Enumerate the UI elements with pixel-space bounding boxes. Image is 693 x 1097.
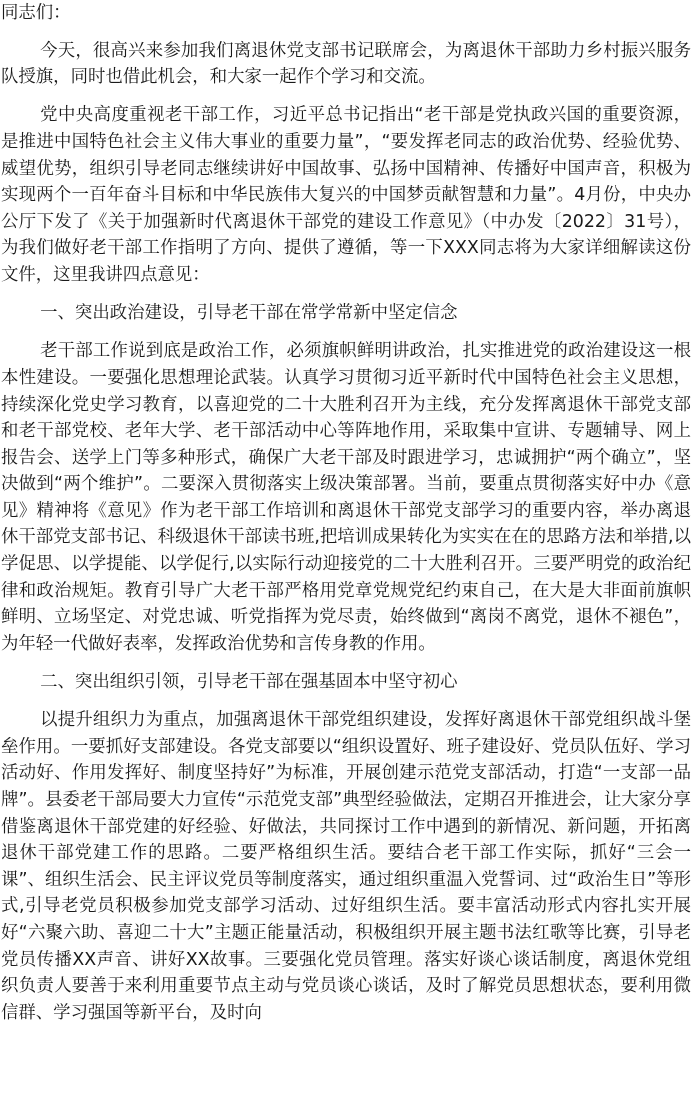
salutation: 同志们： — [1, 3, 71, 23]
section-heading-organization: 二、突出组织引领，引导老干部在强基固本中坚守初心 — [40, 672, 458, 693]
paragraph-background: 党中央高度重视老干部工作，习近平总书记指出“老干部是党执政兴国的重要资源，是推进中国特色社会主义伟大事业的重要力量”，“要发挥老同志的政治优势、经验优势、威望优势，组织引导老同志继续讲好中国故事、弘扬中国精神、传播好中国声音，积极为实现两个一百年奋斗目标和中华民族伟大复兴的中国梦贡献智慧和力量”。4月份，中央办公厅下发了《关于加强新时代离退休干部党的建设工作意见》（中办发〔2022〕31号），为我们做好老干部工作指明了方向、提供了遵循，等一下XXX同志将为大家详细解读这份文件，这里我讲四点意见： — [1, 105, 691, 285]
section-heading-political: 一、突出政治建设，引导老干部在常学常新中坚定信念 — [40, 303, 458, 324]
paragraph-intro: 今天，很高兴来参加我们离退休党支部书记联席会，为离退休干部助力乡村振兴服务队授旗，同时也借此机会，和大家一起作个学习和交流。 — [1, 40, 691, 88]
paragraph-political: 老干部工作说到底是政治工作，必须旗帜鲜明讲政治，扎实推进党的政治建设这一根本性建设。一要强化思想理论武装。认真学习贯彻习近平新时代中国特色社会主义思想，持续深化党史学习教育，以喜迎党的二十大胜利召开为主线，充分发挥离退休干部党支部和老干部党校、老年大学、老干部活动中心等阵地作用，采取集中宣讲、专题辅导、网上报告会、送学上门等多种形式，确保广大老干部及时跟进学习，忠诚拥护“两个确立”，坚决做到“两个维护”。二要深入贯彻落实上级决策部署。当前，要重点贯彻落实好中办《意见》精神将《意见》作为老干部工作培训和离退休干部党支部学习的重要内容，举办离退休干部党支部书记、科级退休干部读书班,把培训成果转化为实实在在的思路方法和举措,以学促思、以学提能、以学促行,以实际行动迎接党的二十大胜利召开。三要严明党的政治纪律和政治规矩。教育引导广大老干部严格用党章党规党纪约束自己，在大是大非面前旗帜鲜明、立场坚定、对党忠诚、听党指挥为党尽责，始终做到“离岗不离党，退休不褪色”，为年轻一代做好表率，发挥政治优势和言传身教的作用。 — [1, 341, 691, 654]
paragraph-organization: 以提升组织力为重点，加强离退休干部党组织建设，发挥好离退休干部党组织战斗堡垒作用。一要抓好支部建设。各党支部要以“组织设置好、班子建设好、党员队伍好、学习活动好、作用发挥好、制度坚持好”为标准，开展创建示范党支部活动，打造“一支部一品牌”。县委老干部局要大力宣传“示范党支部”典型经验做法，定期召开推进会，让大家分享借鉴离退休干部党建的好经验、好做法，共同探讨工作中遇到的新情况、新问题，开拓离退休干部党建工作的思路。二要严格组织生活。要结合老干部工作实际，抓好“三会一课”、组织生活会、民主评议党员等制度落实，通过组织重温入党誓词、过“政治生日”等形式,引导老党员积极参加党支部学习活动、过好组织生活。要丰富活动形式内容扎实开展好“六聚六助、喜迎二十大”主题正能量活动，积极组织开展主题书法红歌等比赛，引导老党员传播XX声音、讲好XX故事。三要强化党员管理。落实好谈心谈话制度，离退休党组织负责人要善于来利用重要节点主动与党员谈心谈话，及时了解党员思想状态，要利用微信群、学习强国等新平台，及时向 — [1, 710, 691, 1023]
